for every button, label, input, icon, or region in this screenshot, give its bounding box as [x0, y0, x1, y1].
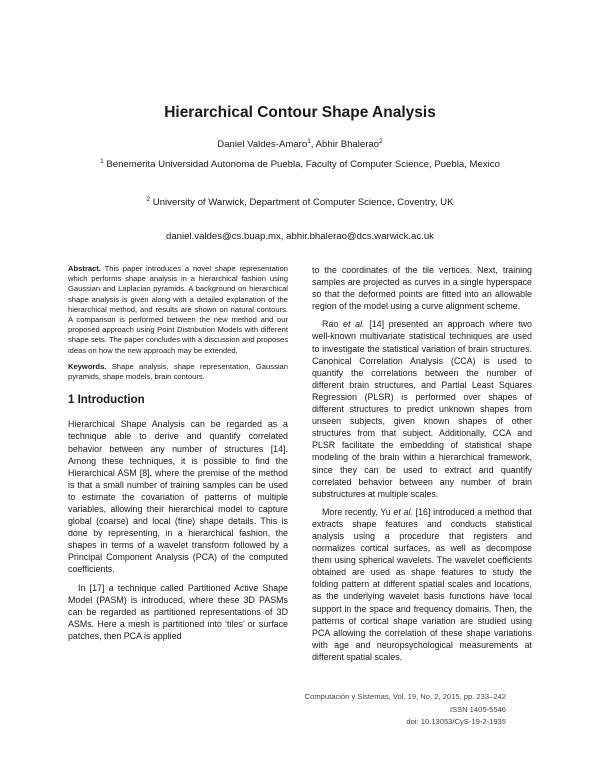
p3-text-a: Rao [322, 319, 344, 330]
p4-text-a: More recently, Yu [322, 506, 394, 517]
p4-text-b: [16] introduced a method that extracts shape features and conducts statistical analysis using a procedure that registers and normalizes cortical surfaces, as well as decompose them using spherical wavelets. The wavelet coefficients obtained are used as shape features to study the folding pattern at different spatial scales and locations, as the underlying wavelet basis functions have local support in the space and frequency domains. Then, the patterns of cortical shape variation are studied using PCA allowing the correlation of these shape variations with age and neuropsychological measurements at different spatial scales. [312, 506, 533, 662]
keywords-label: Keywords. [68, 361, 107, 371]
keywords [68, 362, 288, 382]
author-1: Daniel Valdes-Amaro [217, 139, 308, 150]
p4-et-al: et al. [393, 506, 413, 517]
author-emails: daniel.valdes@cs.buap.mx, abhir.bhalerao@dcs.warwick.ac.uk [166, 231, 434, 242]
intro-paragraph-2-continued: to the coordinates of the tile vertices. Next, training samples are projected as curves in a single hyperspace so that the deformed points are fitted into an allowable region of the model using a curve alignment scheme. [312, 265, 532, 312]
journal-citation: Computación y Sistemas, Vol. 19, No. 2, 2015, pp. 233–242 [304, 692, 506, 701]
author-1-affiliation-mark: 1 [307, 137, 311, 145]
affiliation-1-mark: 1 [100, 157, 104, 165]
keywords-text: Shape analysis, shape representation, Gaussian pyramids, shape models, brain contours. [68, 361, 288, 382]
intro-paragraph-1: Hierarchical Shape Analysis can be regarded as a technique able to derive and quantify correlated behavior between any number of structures [14]. Among these techniques, it is possible to find the Hierarchical ASM [8], where the premise of the method is that a small number of training samples can be used to estimate the covariation of patterns of multiple variables, allowing their hierarchical model to capture global (coarse) and local (fine) shape details. This is done by representing, in a hierarchical fashion, the shapes in terms of a wavelet transform followed by a Principal Component Analysis (PCA) of the computed coefficients. [68, 419, 288, 575]
affiliation-1 [100, 158, 500, 171]
intro-paragraph-4 [312, 506, 532, 663]
left-column [68, 264, 288, 642]
affiliation-2 [100, 196, 500, 209]
abstract-text: This paper introduces a novel shape representation which performs shape analysis in a hierarchical fashion using Gaussian and Laplacian pyramids. A background on hierarchical shape analysis is given along with a detailed explanation of the hierarchical method, and results are shown on natural contours. A comparison is performed between the new method and our proposed approach using Point Distribution Models with different shape sets. The paper concludes with a discussion and proposes ideas on how the new approach may be extended. [68, 264, 288, 355]
affiliation-2-text: University of Warwick, Department of Computer Science, Coventry, UK [150, 197, 454, 208]
abstract [68, 264, 288, 356]
affiliation-2-mark: 2 [146, 195, 151, 203]
journal-issn: ISSN 1405-5546 [449, 704, 506, 714]
section-heading-introduction: 1 Introduction [68, 394, 145, 407]
author-2-affiliation-mark: 2 [379, 137, 383, 145]
right-column [312, 264, 532, 663]
author-line [60, 138, 540, 151]
intro-paragraph-2: In [17] a technique called Partitioned Active Shape Model (PASM) is introduced, where these 3D PASMs can be regarded as partitioned representations of 3D ASMs. Here a mesh is partitioned into ‘tiles’ or surface patches, then PCA is applied [68, 582, 288, 641]
journal-doi: doi: 10.13053/CyS-19-2-1935 [406, 717, 506, 726]
affiliation-1-text: Benemerita Universidad Autonoma de Puebla, Faculty of Computer Science, Puebla, Mexico [103, 159, 500, 170]
journal-footer [305, 691, 506, 729]
abstract-label: Abstract. [68, 264, 101, 273]
author-separator: , [310, 139, 316, 150]
p3-text-b: [14] presented an approach where two well-known multivariate statistical techniques are used to investigate the statistical variation of brain structures. Canonical Correlation Analysis (CCA) is used to quantify the correlations between the number of different brain structures, and Partial Least Squares Regression (PLSR) is performed over shapes of different structures to predict unknown shapes from unseen subjects, given known shapes of other structures from that subject. Additionally, CCA and PLSR facilitate the embedding of statistical shape modeling of the brain within a hierarchical framework, since they can be used to extract and quantify correlated behavior between any number of brain substructures at multiple scales. [312, 319, 532, 499]
p3-et-al: et al. [343, 319, 365, 330]
paper-title: Hierarchical Contour Shape Analysis [164, 104, 436, 121]
intro-paragraph-3 [312, 318, 532, 499]
author-2: Abhir Bhalerao [315, 139, 380, 150]
